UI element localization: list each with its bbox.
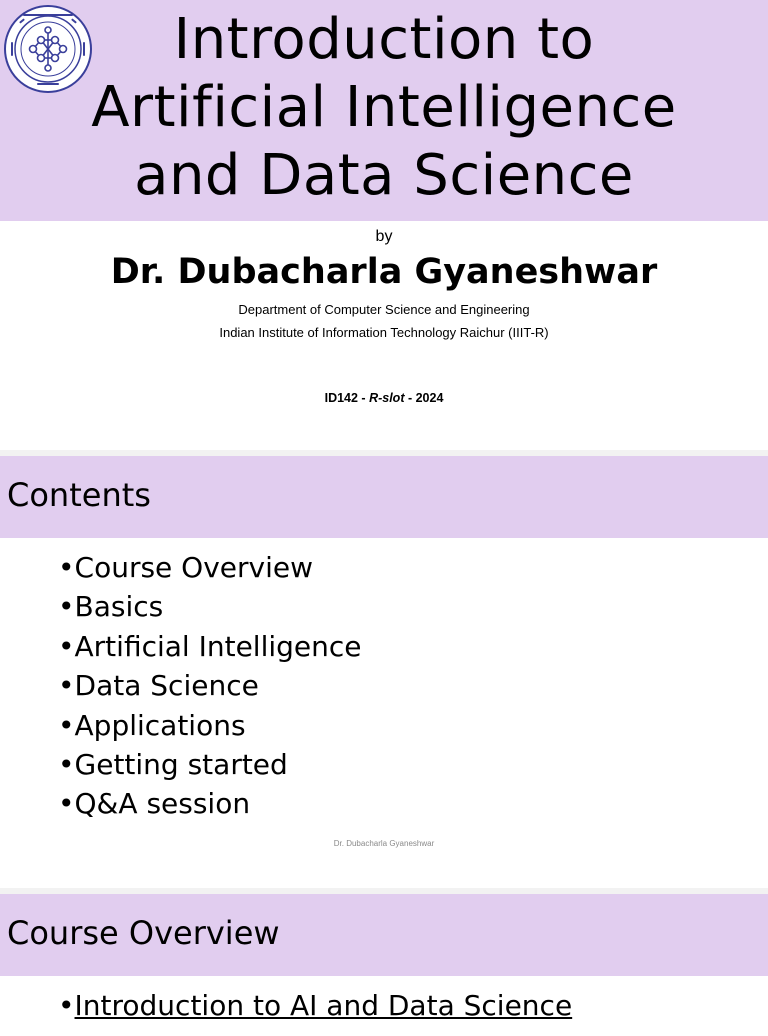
list-item-text: Q&A session bbox=[74, 787, 251, 821]
list-item bbox=[58, 587, 362, 626]
list-item-text: Basics bbox=[74, 590, 164, 624]
list-item-text: Data Science bbox=[74, 669, 259, 703]
title-line: Introduction to bbox=[173, 7, 595, 72]
course-code: ID142 bbox=[324, 391, 358, 405]
title-line: and Data Science bbox=[134, 143, 634, 208]
list-item bbox=[58, 706, 362, 745]
contents-heading: Contents bbox=[7, 476, 151, 514]
list-item-text: Course Overview bbox=[74, 551, 313, 584]
list-item-text: Getting started bbox=[74, 748, 288, 782]
by-label: by bbox=[375, 228, 393, 245]
contents-slide bbox=[0, 456, 768, 888]
department-text: Department of Computer Science and Engineering bbox=[238, 302, 530, 317]
course-code-line bbox=[0, 391, 768, 405]
course-overview-slide bbox=[0, 894, 768, 1036]
list-item-text: Applications bbox=[74, 708, 246, 742]
slide-footer: Dr. Dubacharla Gyaneshwar bbox=[333, 839, 435, 848]
separator: - bbox=[404, 391, 416, 405]
separator: - bbox=[357, 391, 370, 405]
list-item bbox=[58, 745, 362, 784]
title-band bbox=[0, 0, 768, 221]
course-slot: R-slot bbox=[369, 391, 405, 405]
list-item bbox=[58, 548, 362, 587]
contents-list bbox=[58, 548, 362, 824]
title-slide bbox=[0, 0, 768, 450]
list-item bbox=[58, 666, 362, 705]
contents-band bbox=[0, 456, 768, 538]
overview-link[interactable]: Introduction to AI and Data Science bbox=[74, 989, 573, 1022]
course-year: 2024 bbox=[415, 391, 444, 405]
slide-title bbox=[0, 6, 768, 210]
overview-heading: Course Overview bbox=[7, 914, 280, 952]
list-item-text: Artificial Intelligence bbox=[74, 629, 362, 663]
author-name: Dr. Dubacharla Gyaneshwar bbox=[110, 252, 658, 292]
institute-text: Indian Institute of Information Technology Raichur (IIIT-R) bbox=[219, 325, 549, 340]
title-line: Artificial Intelligence bbox=[91, 75, 677, 140]
list-item: •Introduction to AI and Data Science bbox=[58, 989, 573, 1022]
list-item bbox=[58, 627, 362, 666]
overview-band bbox=[0, 894, 768, 976]
list-item bbox=[58, 784, 362, 823]
